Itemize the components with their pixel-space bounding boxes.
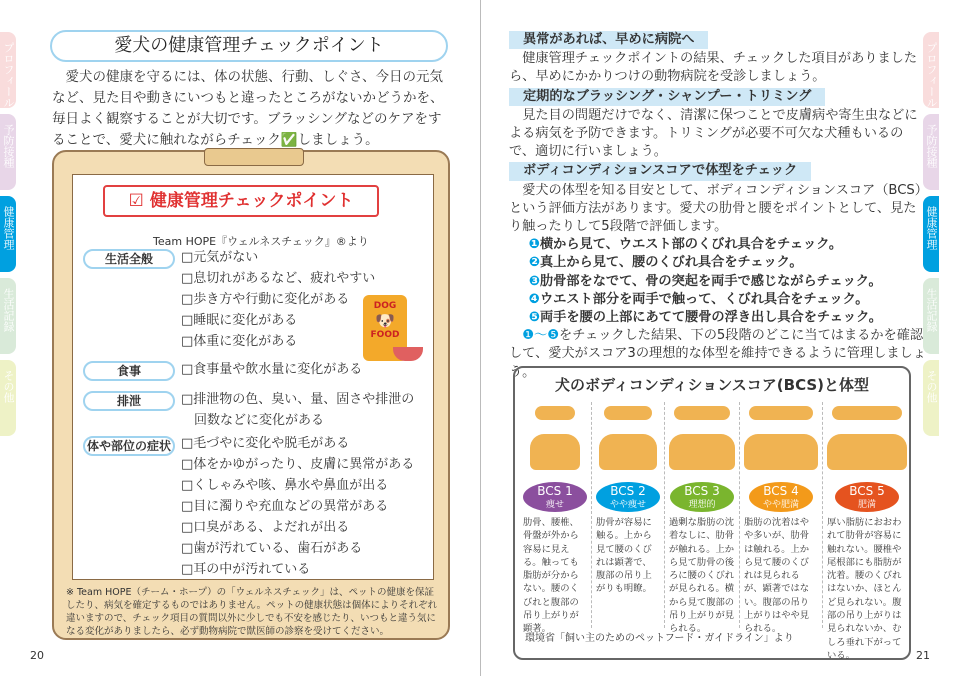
tab-other[interactable]: その他 bbox=[923, 360, 939, 436]
check-item[interactable]: □体をかゆがったり、皮膚に異常がある bbox=[181, 457, 415, 472]
items-general bbox=[181, 247, 375, 352]
check-item-cont: 回数などに変化がある bbox=[181, 413, 325, 428]
page-title: 愛犬の健康管理チェックポイント bbox=[50, 30, 448, 62]
body-text bbox=[509, 30, 929, 382]
check-item[interactable]: □くしゃみや咳、鼻水や鼻血が出る bbox=[181, 478, 389, 493]
items-excretion bbox=[181, 389, 414, 431]
section-body: 健康管理チェックポイントの結果、チェックした項目がありましたら、早めにかかりつけの動物病院を受診しましょう。 bbox=[509, 51, 918, 85]
clipboard bbox=[52, 150, 450, 640]
check-item[interactable]: □息切れがあるなど、疲れやすい bbox=[181, 271, 376, 286]
step-item: ❷真上から見て、腰のくびれ具合をチェック。 bbox=[528, 255, 803, 271]
dog-side-view-icon bbox=[827, 434, 907, 470]
section-body: 愛犬の体型を知る目安として、ボディコンディションスコア（BCS）という評価方法があります。愛犬の肋骨と腰をポイントとして、見たり触ったりして5段階で評価します。 bbox=[509, 182, 928, 235]
section-heading: 定期的なブラッシング・シャンプー・トリミング bbox=[509, 88, 825, 106]
items-symptoms bbox=[181, 433, 414, 580]
category-symptoms: 体や部位の症状 bbox=[83, 436, 175, 456]
bcs-source: 環境省「飼い主のためのペットフード・ガイドライン」より bbox=[525, 633, 794, 644]
bcs-column bbox=[592, 402, 665, 628]
category-excretion: 排泄 bbox=[83, 391, 175, 411]
tab-health[interactable]: 健康管理 bbox=[923, 196, 939, 272]
bcs-badge: BCS 4 やや肥満 bbox=[749, 482, 813, 512]
page-number: 20 bbox=[30, 649, 44, 662]
step-item: ❺両手を腰の上部にあてて腰骨の浮き出し具合をチェック。 bbox=[528, 310, 882, 326]
category-general: 生活全般 bbox=[83, 249, 175, 269]
bcs-column bbox=[519, 402, 592, 635]
tab-vaccination[interactable]: 予防接種 bbox=[0, 114, 16, 190]
check-item[interactable]: □食事量や飲水量に変化がある bbox=[181, 362, 363, 377]
tab-life-record[interactable]: 生活記録 bbox=[0, 278, 16, 354]
step-item: ❸肋骨部をなでて、骨の突起を両手で感じながらチェック。 bbox=[528, 273, 882, 289]
check-item[interactable]: □耳の中が汚れている bbox=[181, 562, 311, 577]
dog-top-view-icon bbox=[604, 406, 652, 420]
bcs-description: 肋骨が容易に触る。上から見て腰のくびれは顕著で、腹部の吊り上がりも明瞭。 bbox=[596, 517, 652, 595]
bcs-description: 過剰な脂肪の沈着なしに、肋骨が触れる。上から見て肋骨の後ろに腰のくびれが見られる。横から見て腹部の吊り上がりが見られる。 bbox=[669, 517, 735, 635]
tab-profile[interactable]: プロフィール bbox=[923, 32, 939, 108]
bcs-column bbox=[823, 402, 911, 661]
bcs-column bbox=[665, 402, 740, 635]
tab-life-record[interactable]: 生活記録 bbox=[923, 278, 939, 354]
check-item[interactable]: □睡眠に変化がある bbox=[181, 313, 298, 328]
category-meal: 食事 bbox=[83, 361, 175, 381]
summary-text: ❶〜❺をチェックした結果、下の5段階のどこに当てはまるかを確認して、愛犬がスコア3の理想的な体型を維持できるように管理しましょう。 bbox=[509, 328, 926, 380]
step-item: ❹ウエスト部分を両手で触って、くびれ具合をチェック。 bbox=[528, 291, 869, 307]
bcs-columns bbox=[519, 402, 905, 661]
dog-side-view-icon bbox=[744, 434, 818, 470]
check-item[interactable]: □毛づやに変化や脱毛がある bbox=[181, 436, 350, 451]
bcs-description: 脂肪の沈着はやや多いが、肋骨は触れる。上から見て腰のくびれは見られるが、顕著ではない。腹部の吊り上がりはやや見られる。 bbox=[744, 517, 810, 635]
check-item[interactable]: □歯が汚れている、歯石がある bbox=[181, 541, 363, 556]
items-meal bbox=[181, 359, 362, 380]
tab-vaccination[interactable]: 予防接種 bbox=[923, 114, 939, 190]
bcs-title: 犬のボディコンディションスコア(BCS)と体型 bbox=[554, 376, 870, 394]
section-body: 見た目の問題だけでなく、清潔に保つことで皮膚病や寄生虫などによる病気を予防できます。トリミングが必要不可欠な犬種もいるので、適切に行いましょう。 bbox=[509, 107, 918, 160]
checklist-paper bbox=[72, 174, 434, 580]
checklist-title: ☑ 健康管理チェックポイント bbox=[103, 185, 379, 217]
check-item[interactable]: □排泄物の色、臭い、量、固さや排泄の bbox=[181, 392, 415, 407]
bcs-badge: BCS 2 やや痩せ bbox=[596, 482, 660, 512]
check-item[interactable]: □口臭がある、よだれが出る bbox=[181, 520, 350, 535]
dog-food-bag-icon: DOG 🐶 FOOD bbox=[363, 295, 407, 361]
food-bowl-icon bbox=[393, 347, 423, 361]
bcs-description: 厚い脂肪におおわれて肋骨が容易に触れない。腰椎や尾根部にも脂肪が沈着。腰のくびれはないか、ほとんど見られない。腹部の吊り上がりは見られないか、むしろ垂れ下がっている。 bbox=[827, 517, 902, 661]
section-tabs bbox=[0, 32, 37, 442]
checklist-source: Team HOPE『ウェルネスチェック』®より bbox=[153, 235, 369, 248]
dog-top-view-icon bbox=[832, 406, 902, 420]
dog-side-view-icon bbox=[669, 434, 735, 470]
right-page bbox=[480, 0, 960, 676]
bcs-description: 肋骨、腰椎、骨盤が外から容易に見える。触っても脂肪が分からない。腰のくびれと腹部の吊り上がりが顕著。 bbox=[523, 517, 579, 635]
check-item[interactable]: □歩き方や行動に変化がある bbox=[181, 292, 350, 307]
section-heading: 異常があれば、早めに病院へ bbox=[509, 31, 708, 49]
clipboard-clip bbox=[204, 148, 304, 166]
intro-text: 愛犬の健康を守るには、体の状態、行動、しぐさ、今日の元気など、見た目や動きにいつもと違ったところがないかどうかを、毎日よく観察することが大切です。ブラッシングなどのケアをすることで、愛犬に触れながらチェック✅しましょう。 bbox=[52, 69, 444, 148]
tab-other[interactable]: その他 bbox=[0, 360, 16, 436]
bcs-badge: BCS 3 理想的 bbox=[670, 482, 734, 512]
tab-profile[interactable]: プロフィール bbox=[0, 32, 16, 108]
bcs-chart bbox=[513, 366, 911, 660]
section-heading: ボディコンディションスコアで体型をチェック bbox=[509, 162, 811, 180]
tab-health[interactable]: 健康管理 bbox=[0, 196, 16, 272]
dog-side-view-icon bbox=[599, 434, 657, 470]
check-item[interactable]: □元気がない bbox=[181, 250, 259, 265]
page-number: 21 bbox=[916, 649, 930, 662]
dog-top-view-icon bbox=[535, 406, 575, 420]
check-item[interactable]: □体重に変化がある bbox=[181, 334, 298, 349]
disclaimer-note: ※ Team HOPE（チーム・ホープ）の「ウェルネスチェック」は、ペットの健康を保証したり、病気を確定するものではありません。ペットの健康状態は個体によりそれぞれ違いますので、チェック項目の質問以外に少しでも不安を感じたり、いつもと違う気になる変化がありましたら、必ず動物病院で獣医師の診察を受けてください。 bbox=[66, 587, 438, 637]
bcs-column bbox=[740, 402, 823, 635]
dog-side-view-icon bbox=[530, 434, 580, 470]
step-item: ❶横から見て、ウエスト部のくびれ具合をチェック。 bbox=[528, 237, 843, 253]
bcs-badge: BCS 5 肥満 bbox=[835, 482, 899, 512]
bcs-badge: BCS 1 痩せ bbox=[523, 482, 587, 512]
dog-top-view-icon bbox=[674, 406, 730, 420]
dog-top-view-icon bbox=[749, 406, 813, 420]
check-item[interactable]: □目に濁りや充血などの異常がある bbox=[181, 499, 389, 514]
